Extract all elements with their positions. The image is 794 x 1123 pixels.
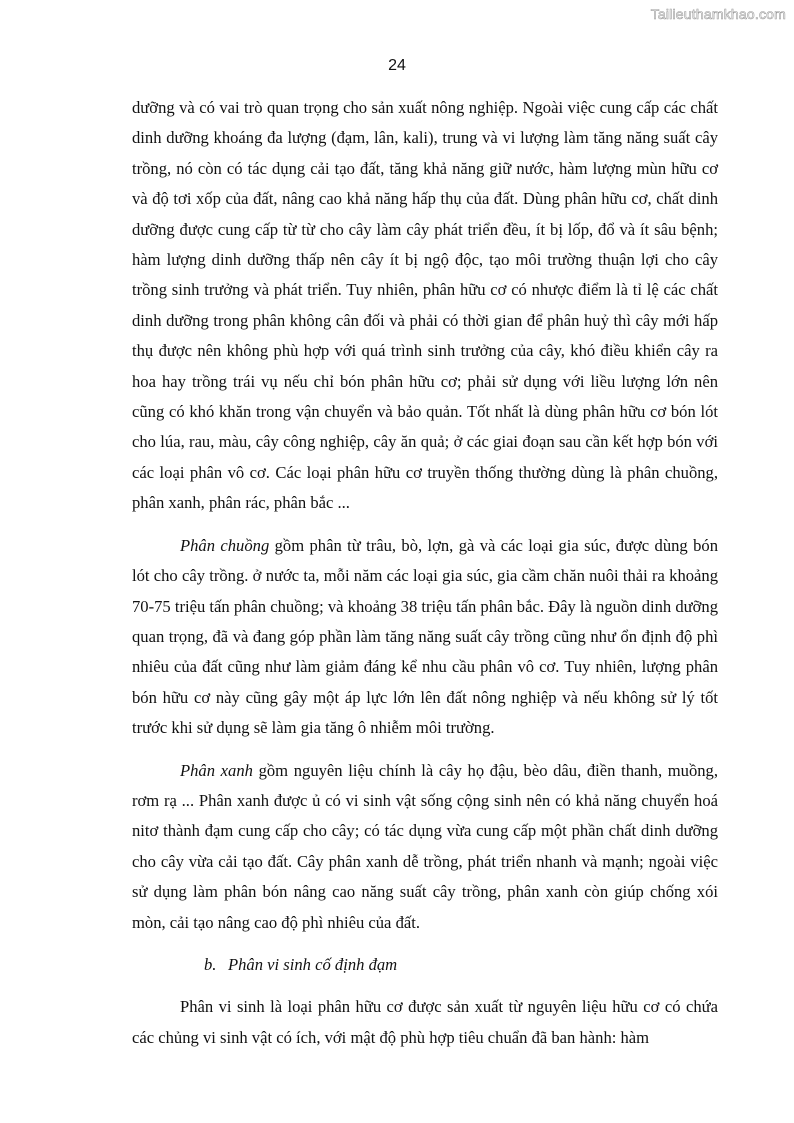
term-manure: Phân chuồng xyxy=(180,535,270,555)
paragraph-manure-text: gồm phân từ trâu, bò, lợn, gà và các loại gia súc, được dùng bón lót cho cây trồng. ở nước ta, mỗi năm các loại gia súc, gia cầm chăn nuôi thải ra khoảng 70-75 triệu tấn phân chuồng; và khoảng 38 triệu tấn phân bắc. Đây là nguồn dinh dưỡng quan trọng, đã và đang góp phần làm tăng năng suất cây trồng cũng như ổn định độ phì nhiêu của đất cũng như làm giảm đáng kể nhu cầu phân vô cơ. Tuy nhiên, lượng phân bón hữu cơ này cũng gây một áp lực lớn lên đất nông nghiệp và nếu không sử lý tốt trước khi sử dụng sẽ làm gia tăng ô nhiễm môi trường. xyxy=(132,535,718,738)
paragraph-green-manure-text: gồm nguyên liệu chính là cây họ đậu, bèo dâu, điền thanh, muồng, rơm rạ ... Phân xanh được ủ có vi sinh vật sống cộng sinh nên có khả năng chuyển hoá nitơ thành đạm cung cấp cho cây; có tác dụng vừa cung cấp một phần chất dinh dưỡng cho cây vừa cải tạo đất. Cây phân xanh dễ trồng, phát triển nhanh và mạnh; ngoài việc sử dụng làm phân bón nâng cao năng suất cây trồng, phân xanh còn giúp chống xói mòn, cải tạo nâng cao độ phì nhiêu của đất. xyxy=(132,760,719,932)
section-heading-text: Phân vi sinh cố định đạm xyxy=(228,954,398,974)
watermark: Tailieuthamkhao.com xyxy=(650,6,786,22)
page-number: 24 xyxy=(388,57,406,74)
section-heading-label: b. xyxy=(204,954,217,974)
term-green-manure: Phân xanh xyxy=(180,760,253,780)
paragraph-green-manure xyxy=(132,756,718,938)
paragraph-organic-fertilizer: dưỡng và có vai trò quan trọng cho sản xuất nông nghiệp. Ngoài việc cung cấp các chất dinh dưỡng khoáng đa lượng (đạm, lân, kali), trung và vi lượng làm tăng năng suất cây trồng, nó còn có tác dụng cải tạo đất, tăng khả năng giữ nước, hàm lượng mùn hữu cơ và độ tơi xốp của đất, nâng cao khả năng hấp thụ của đất. Dùng phân hữu cơ, chất dinh dưỡng được cung cấp từ từ cho cây làm cây phát triển đều, ít bị lốp, đổ và ít sâu bệnh; hàm lượng dinh dưỡng thấp nên cây ít bị ngộ độc, tạo môi trường thuận lợi cho cây trồng sinh trưởng và phát triển. Tuy nhiên, phân hữu cơ có nhược điểm là tỉ lệ các chất dinh dưỡng trong phân không cân đối và phải có thời gian để phân huỷ thì cây mới hấp thụ được nên không phù hợp với quá trình sinh trưởng của cây, khó điều khiển cây ra hoa hay trồng trái vụ nếu chỉ bón phân hữu cơ; phải sử dụng với liều lượng lớn nên cũng có khó khăn trong vận chuyển và bảo quản. Tốt nhất là dùng phân hữu cơ bón lót cho lúa, rau, màu, cây công nghiệp, cây ăn quả; ở các giai đoạn sau cần kết hợp bón với các loại phân vô cơ. Các loại phân hữu cơ truyền thống thường dùng là phân chuồng, phân xanh, phân rác, phân bắc ... xyxy=(132,98,718,513)
paragraph-microbial-fertilizer: Phân vi sinh là loại phân hữu cơ được sản xuất từ nguyên liệu hữu cơ có chứa các chủng vi sinh vật có ích, với mật độ phù hợp tiêu chuẩn đã ban hành: hàm xyxy=(132,997,718,1047)
paragraph-manure xyxy=(132,531,718,744)
document-body xyxy=(132,93,718,1053)
section-heading xyxy=(132,950,718,980)
